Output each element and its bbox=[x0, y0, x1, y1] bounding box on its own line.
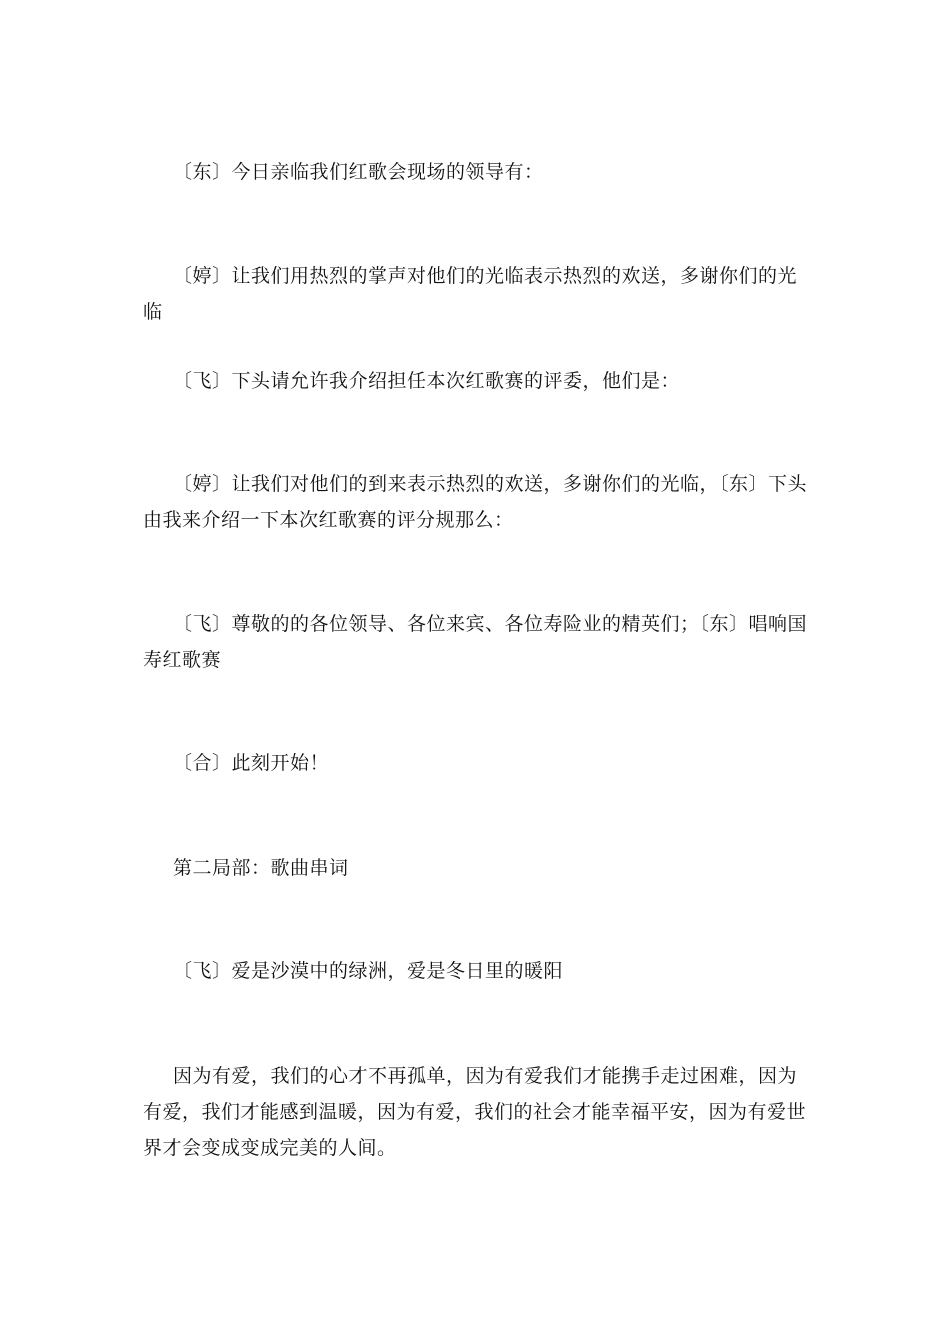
paragraph-host-dong-leaders: 〔东〕今日亲临我们红歌会现场的领导有： bbox=[173, 161, 544, 183]
paragraph-host-fei-love: 〔飞〕爱是沙漠中的绿洲，爱是冬日里的暖阳 bbox=[173, 960, 564, 982]
paragraph-because-of-love: 因为有爱，我们的心才不再孤单，因为有爱我们才能携手走过困难，因为有爱，我们才能感到温暖，因为有爱，我们的社会才能幸福平安，因为有爱世界才会变成变成完美的人间。 bbox=[143, 1065, 807, 1159]
paragraph-host-ting-welcome: 〔婷〕让我们用热烈的掌声对他们的光临表示热烈的欢送，多谢你们的光临 bbox=[143, 265, 798, 323]
paragraph-host-ting-scoring: 〔婷〕让我们对他们的到来表示热烈的欢送，多谢你们的光临，〔东〕下头由我来介绍一下本次红歌赛的评分规那么： bbox=[143, 473, 808, 531]
section-heading-part-two: 第二局部：歌曲串词 bbox=[173, 857, 349, 879]
paragraph-host-fei-judges: 〔飞〕下头请允许我介绍担任本次红歌赛的评委，他们是： bbox=[173, 370, 681, 392]
paragraph-host-fei-greeting: 〔飞〕尊敬的的各位领导、各位来宾、各位寿险业的精英们；〔东〕唱响国寿红歌赛 bbox=[143, 613, 808, 671]
paragraph-together-start: 〔合〕此刻开始！ bbox=[173, 752, 330, 774]
